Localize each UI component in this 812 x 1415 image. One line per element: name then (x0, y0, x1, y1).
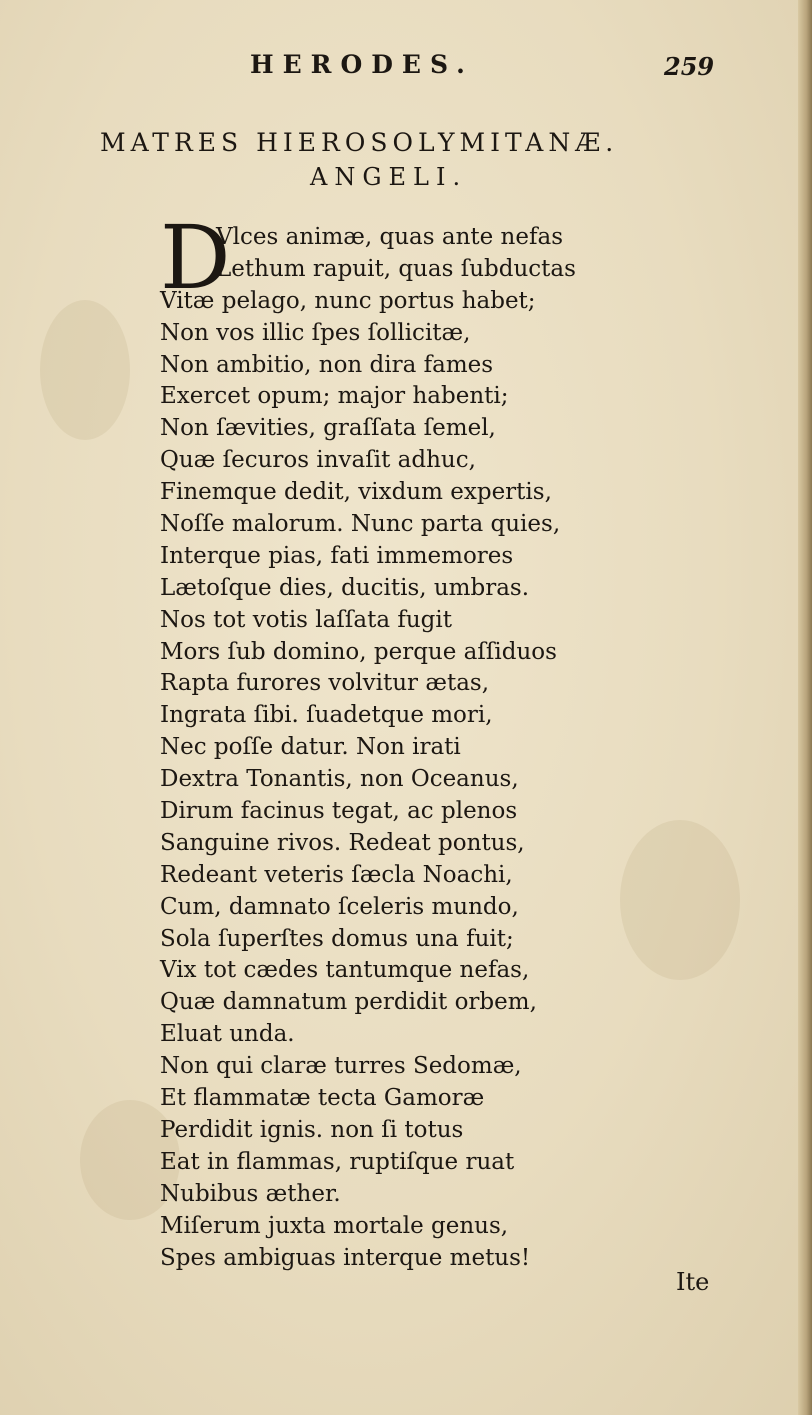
running-head-title: HERODES. (250, 50, 474, 79)
drop-cap: D (160, 206, 231, 309)
poem-line: Eluat unda. (160, 1021, 295, 1048)
poem-line: Non ambitio, non dira fames (160, 351, 494, 378)
poem-line: Vix tot cædes tantumque nefas, (160, 957, 530, 984)
poem-line: Sanguine rivos. Redeat pontus, (160, 829, 525, 856)
poem-line: Nubibus æther. (160, 1180, 341, 1207)
poem-line: Eat in flammas, ruptiſque ruat (160, 1148, 515, 1175)
poem-line: Lethum rapuit, quas ſubductas (216, 255, 576, 282)
page-edge (798, 0, 812, 1415)
poem-line: Finemque dedit, vixdum expertis, (160, 479, 552, 506)
page-number: 259 (664, 52, 715, 81)
poem-line: Lætoſque dies, ducitis, umbras. (160, 574, 530, 601)
poem-line: Sola ſuperſtes domus una fuit; (160, 925, 514, 952)
poem-line: Non qui claræ turres Sedomæ, (160, 1053, 522, 1080)
poem-line: Rapta furores volvitur ætas, (160, 670, 490, 697)
poem-line: Interque pias, fati immemores (160, 542, 514, 569)
poem-line: Spes ambiguas interque metus! (160, 1244, 531, 1271)
poem-line: Miſerum juxta mortale genus, (160, 1212, 509, 1239)
poem-line: Dirum facinus tegat, ac plenos (160, 798, 518, 825)
poem-line: Vlces animæ, quas ante nefas (216, 224, 564, 250)
poem-line: Perdidit ignis. non ſi totus (160, 1116, 464, 1143)
poem-line: Quæ damnatum perdidit orbem, (160, 989, 537, 1016)
poem-line: Dextra Tonantis, non Oceanus, (160, 766, 519, 793)
poem-line: Non vos illic ſpes ſollicitæ, (160, 319, 471, 346)
paper-stain (40, 300, 130, 440)
poem-line: Ingrata ſibi. ſuadetque mori, (160, 702, 493, 729)
poem-line: Quæ ſecuros invaſit adhuc, (160, 447, 476, 474)
poem-line: Mors ſub domino, perque aſſiduos (160, 638, 557, 665)
catchword: Ite (676, 1268, 710, 1296)
paper-stain (620, 820, 740, 980)
running-head (0, 50, 812, 90)
poem-line: Exercet opum; major habenti; (160, 383, 509, 410)
poem-line: Redeant veteris ſæcla Noachi, (160, 861, 513, 888)
poem-line: Et flammatæ tecta Gamoræ (160, 1085, 485, 1112)
poem-line: Cum, damnato ſceleris mundo, (160, 893, 519, 920)
poem-line: Nec poſſe datur. Non irati (160, 734, 461, 761)
poem-line: Noſſe malorum. Nunc parta quies, (160, 511, 561, 538)
section-subheading: ANGELI. (310, 163, 468, 191)
section-heading: MATRES HIEROSOLYMITANÆ. (100, 128, 619, 157)
poem-line: Vitæ pelago, nunc portus habet; (160, 287, 536, 314)
poem-text (160, 222, 630, 1274)
poem-line: Nos tot votis laſſata fugit (160, 606, 453, 633)
poem-line: Non ſævities, graſſata ſemel, (160, 415, 496, 442)
